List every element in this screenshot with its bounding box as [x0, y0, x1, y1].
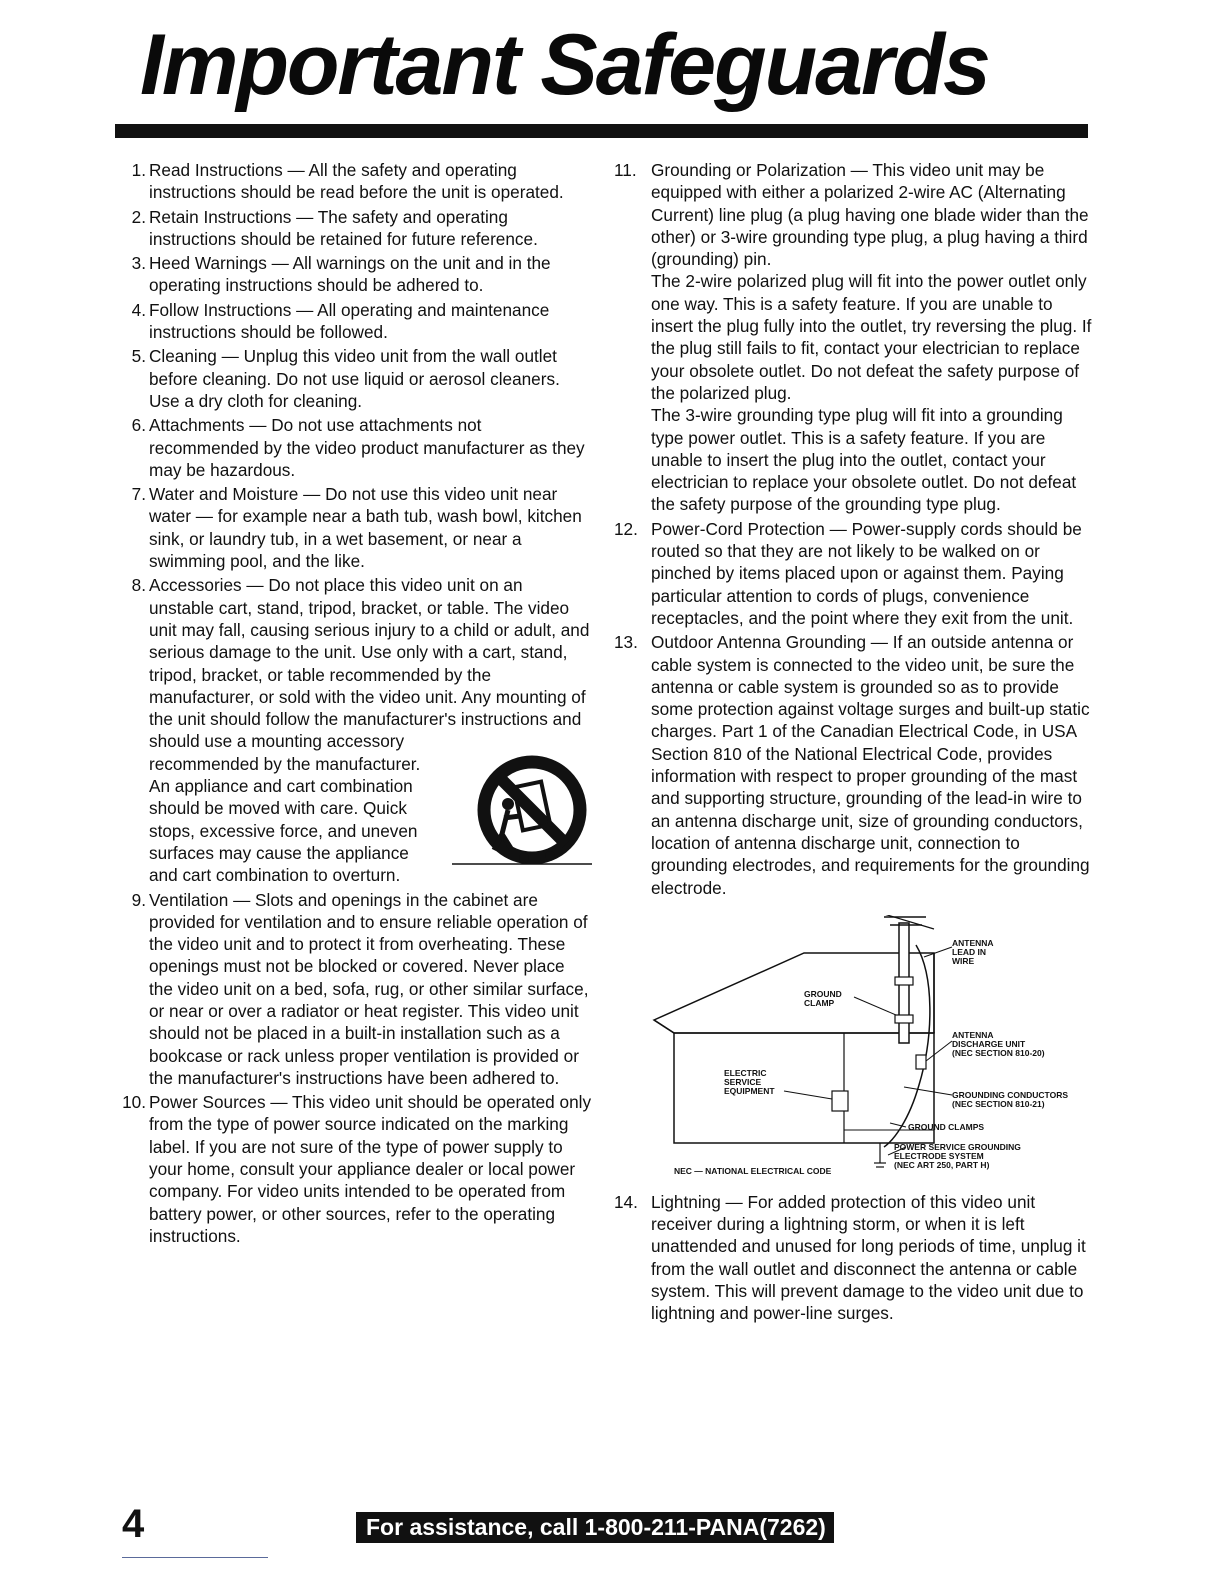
- label-electric-service: ELECTRIC SERVICE EQUIPMENT: [724, 1067, 775, 1096]
- list-item: 3. Heed Warnings — All warnings on the unit and in the operating instructions should be adhered to.: [131, 253, 551, 296]
- list-item: 11. Grounding or Polarization — This video unit may be equipped with either a polarized 2-wire AC (Alternating Current) line plug (a plug having one blade wider than the other) or 3-wire grounding type plug, a plug having a third (grounding) pin. The 2-wire polarized plug will fit into the power outlet only one way. This is a safety feature. If you are unable to insert the plug fully into the outlet, try reversing the plug. If the plug still fails to fit, contact your electrician to replace your obsolete outlet. Do not defeat the safety purpose of the polarized plug. The 3-wire grounding type plug will fit into a grounding type power outlet. This is a safety feature. If you are unable to insert the plug into the outlet, contact your electrician to replace your obsolete outlet. Do not defeat the safety purpose of the grounding type plug.: [614, 160, 1092, 515]
- label-power-service: POWER SERVICE GROUNDING ELECTRODE SYSTEM (NEC ART 250, PART H): [894, 1141, 1021, 1170]
- list-item: 6. Attachments — Do not use attachments not recommended by the video product manufacturer as they may be hazardous.: [131, 415, 585, 480]
- list-item: 4. Follow Instructions — All operating and maintenance instructions should be followed.: [131, 299, 550, 343]
- list-item: 14. Lightning — For added protection of this video unit receiver during a lightning storm, or when it is left unattended and unused for long periods of time, unplug it from the wall outlet and disconnect the antenna or cable system. This will prevent damage to the video unit due to lightning and power-line surges.: [614, 1191, 1086, 1324]
- list-item: 7. Water and Moisture — Do not use this video unit near water — for example near a bath tub, wash bowl, kitchen sink, or laundry tub, in a wet basement, or near a swimming pool, and the like.: [131, 484, 582, 572]
- left-column: [112, 159, 592, 1249]
- assistance-banner: For assistance, call 1-800-211-PANA(7262): [356, 1512, 834, 1543]
- list-item: 1. Read Instructions — All the safety and operating instructions should be read before the unit is operated.: [131, 160, 564, 203]
- list-item: 5. Cleaning — Unplug this video unit from the wall outlet before cleaning. Do not use liquid or aerosol cleaners. Use a dry cloth for cleaning.: [131, 346, 560, 411]
- label-ground-clamp: GROUND CLAMP: [804, 988, 842, 1008]
- label-nec: NEC — NATIONAL ELECTRICAL CODE: [674, 1165, 832, 1176]
- page-number: 4: [122, 1502, 145, 1546]
- list-item: 13. Outdoor Antenna Grounding — If an outside antenna or cable system is connected to the video unit, be sure the antenna or cable system is grounded so as to provide some protection against voltage surges and built-up static charges. Part 1 of the Canadian Electrical Code, in USA Section 810 of the National Electrical Code, provides information with respect to proper grounding of the mast and supporting structure, grounding of the lead-in wire to an antenna discharge unit, size of grounding conductors, location of antenna discharge unit, connection to grounding electrodes, and requirements for the grounding electrode.: [614, 632, 1090, 898]
- page-title: Important Safeguards: [140, 17, 989, 113]
- cart-tip-over-warning-icon: [452, 754, 592, 874]
- label-ground-clamps: GROUND CLAMPS: [908, 1121, 985, 1132]
- title-rule: [115, 124, 1088, 138]
- antenna-grounding-diagram: [634, 915, 1094, 1177]
- right-column: [614, 159, 1092, 1327]
- list-item: 9. Ventilation — Slots and openings in the cabinet are provided for ventilation and to ensure reliable operation of the video unit and to protect it from overheating. These openings must not be blocked or covered. Never place the video unit on a bed, sofa, rug, or other similar surface, or near or over a radiator or heat register. This video unit should not be placed in a built-in installation such as a bookcase or rack unless proper ventilation is provided or the manufacturer's instructions have been adhered to.: [131, 889, 589, 1088]
- list-item: 8. Accessories — Do not place this video unit on an unstable cart, stand, tripod, bracket, or table. The video unit may fall, causing serious injury to a child or adult, and serious damage to the unit. Use only with a cart, stand, tripod, bracket, or table recommended by the manufacturer, or sold with the video unit. Any mounting of the unit should follow the manufacturer's instructions and should use a mounting accessory recommended by the manufacturer. An appliance and cart combination should be moved with care. Quick stops, excessive force, and uneven surfaces may cause the appliance and cart combination to overturn.: [112, 574, 592, 886]
- label-grounding-conductors: GROUNDING CONDUCTORS (NEC SECTION 810-21): [952, 1089, 1069, 1109]
- list-item: 12. Power-Cord Protection — Power-supply cords should be routed so that they are not likely to be walked on or pinched by items placed upon or against them. Paying particular attention to cords of plugs, convenience receptacles, and the point where they exit from the unit.: [614, 518, 1082, 628]
- list-item: 2. Retain Instructions — The safety and operating instructions should be retained for future reference.: [131, 206, 538, 249]
- list-item: 10. Power Sources — This video unit should be operated only from the type of power source indicated on the marking label. If you are not sure of the type of power supply to your home, consult your appliance dealer or local power company. For video units intended to be operated from battery power, or other sources, refer to the operating instructions.: [122, 1092, 592, 1246]
- label-antenna-lead-in: ANTENNA LEAD IN WIRE: [952, 937, 994, 966]
- footer-divider: [122, 1557, 268, 1558]
- label-discharge-unit: ANTENNA DISCHARGE UNIT (NEC SECTION 810-20): [952, 1029, 1045, 1058]
